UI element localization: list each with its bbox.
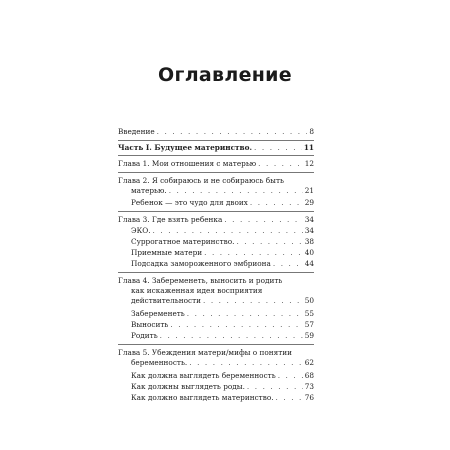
toc-leader-dots [236, 237, 302, 247]
toc-entry-chapter-2[interactable] [118, 176, 314, 196]
toc-entry-page: 68 [304, 371, 314, 380]
toc-leader-dots [170, 320, 302, 330]
toc-entry-subsection[interactable] [118, 237, 314, 247]
toc-entry-label: Глава 3. Где взять ребенка [118, 215, 223, 224]
toc-entry-page: 34 [304, 226, 314, 235]
toc-entry-page: 55 [304, 309, 314, 318]
toc-entry-label: Глава 1. Мои отношения с матерью [118, 159, 257, 168]
toc-entry-label-line: Глава 2. Я собираюсь и не собираюсь быть [118, 176, 284, 185]
toc-leader-dots [250, 198, 303, 208]
toc-leader-dots [278, 371, 303, 381]
toc-entry-subsection[interactable] [118, 198, 314, 208]
toc-entry-chapter-1[interactable] [118, 159, 314, 169]
toc-entry-label-line: Глава 4. Забеременеть, выносить и родить [118, 276, 283, 285]
toc-leader-dots [160, 331, 303, 341]
toc-entry-subsection[interactable] [118, 259, 314, 269]
toc-leader-dots [204, 248, 303, 258]
toc-entry-label: Подсадка замороженного эмбриона [131, 259, 271, 268]
toc-leader-dots [254, 143, 302, 153]
toc-entry-subsection[interactable] [118, 226, 314, 236]
toc-entry-page: 34 [304, 215, 314, 224]
toc-entry-page: 44 [304, 259, 314, 268]
toc-entry-page: 73 [304, 382, 314, 391]
toc-leader-dots [258, 159, 303, 169]
toc-entry-page: 11 [303, 143, 314, 152]
toc-entry-label: Ребенок — это чудо для двоих [131, 198, 248, 207]
toc-entry-label-line: матерью. [131, 186, 167, 195]
toc-entry-label: Забеременеть [131, 309, 185, 318]
toc-entry-label: ЭКО. [131, 226, 151, 235]
toc-entry-label-line: беременность. [131, 358, 188, 367]
toc-entry-page: 40 [304, 248, 314, 257]
toc-leader-dots [187, 309, 303, 319]
toc-entry-label: Родить [131, 331, 158, 340]
toc-entry-subsection[interactable] [118, 320, 314, 330]
toc-entry-page: 8 [309, 127, 314, 136]
toc-entry-page: 50 [304, 296, 314, 305]
toc-entry-page: 12 [304, 159, 314, 168]
toc-entry-chapter-4[interactable] [118, 276, 314, 306]
toc-entry-label: Приемные матери [131, 248, 203, 257]
toc-entry-page: 76 [304, 393, 314, 402]
toc-entry-page: 59 [304, 331, 314, 340]
toc-leader-dots [276, 393, 303, 403]
toc-entry-label-line: как искаженная идея восприятия [131, 286, 263, 295]
toc-entry-subsection[interactable] [118, 331, 314, 341]
toc-leader-dots [203, 296, 303, 306]
toc-entry-page: 38 [304, 237, 314, 246]
toc-entry-label: Выносить [131, 320, 169, 329]
toc-entry-subsection[interactable] [118, 371, 314, 381]
toc-entry-label: Введение [118, 127, 155, 136]
toc-entry-subsection[interactable] [118, 248, 314, 258]
toc-entry-label: Часть I. Будущее материнство. [118, 143, 253, 152]
toc-entry-label: Как должны выглядеть роды. [131, 382, 245, 391]
toc-entry-page: 57 [304, 320, 314, 329]
toc-leader-dots [224, 215, 302, 225]
toc-entry-page: 29 [304, 198, 314, 207]
table-of-contents [118, 127, 314, 403]
toc-entry-page: 62 [304, 358, 314, 367]
toc-entry-label-line: Глава 5. Убеждения матери/мифы о понятии [118, 348, 292, 357]
toc-entry-subsection[interactable] [118, 393, 314, 403]
toc-entry-subsection[interactable] [118, 309, 314, 319]
toc-entry-page: 21 [304, 186, 314, 195]
toc-leader-dots [169, 186, 303, 196]
toc-leader-dots [153, 226, 303, 236]
toc-entry-introduction[interactable] [118, 127, 314, 137]
toc-leader-dots [247, 382, 303, 392]
toc-entry-chapter-5[interactable] [118, 348, 314, 368]
toc-entry-label: Как должна выглядеть беременность [131, 371, 276, 380]
toc-leader-dots [273, 259, 303, 269]
toc-entry-subsection[interactable] [118, 382, 314, 392]
page-title: Оглавление [158, 64, 292, 86]
toc-entry-label: Суррогатное материнство. [131, 237, 235, 246]
toc-entry-label: Как должно выглядеть материнство. [131, 393, 274, 402]
toc-entry-chapter-3[interactable] [118, 215, 314, 225]
toc-entry-label-line: действительности [131, 296, 201, 305]
toc-leader-dots [189, 358, 302, 368]
toc-entry-part-1[interactable] [118, 143, 314, 153]
toc-leader-dots [157, 127, 308, 137]
